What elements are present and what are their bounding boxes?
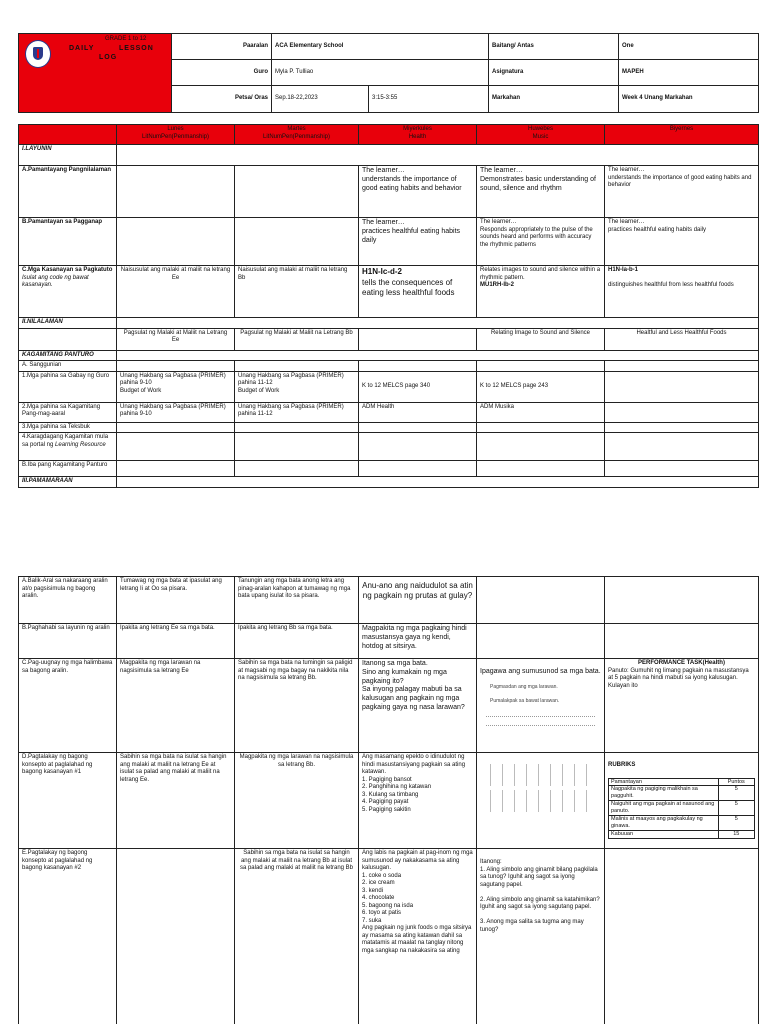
header-table [18, 33, 759, 113]
cell: Anu-ano ang naidudulot sa atin ng pagkain ng prutas at gulay? [359, 577, 477, 624]
cell: Healtful and Less Healthful Foods [605, 328, 759, 350]
cell: H1N-Ia-b-1 distinguishes healthful from less healthful foods [605, 266, 759, 318]
row-label: D.Pagtalakay ng bagong konsepto at paglalahad ng bagong kasanayan #1 [19, 753, 117, 849]
cell: Ipakita ang letrang Bb sa mga bata. [235, 624, 359, 659]
cell: Sabihin sa mga bata na isulat sa hangin ang malaki at maliit na letrang Bb at isulat sa palad ang malaki at maliit na letrang Bb [235, 849, 359, 1024]
day-wednesday: Miyerkules Health [359, 125, 477, 145]
cell: Ipagawa ang sumusunod sa mga bata. Pagmasdan ang mga larawan. Pumalakpak sa bawat larawan. [477, 659, 605, 753]
cell: H1N-Ic-d-2 tells the consequences of eating less healthful foods [359, 266, 477, 318]
nilalaman-row [19, 328, 759, 350]
objectives-table [18, 124, 759, 488]
rubric-criterion: Naiguhit ang mga pagkain at nasunod ang panuto. [609, 801, 719, 816]
cell: Sabihin sa mga bata na tumingin sa paligid at magsabi ng mga bagay na nakikita nila na nagsisimula sa letrang Bb. [235, 659, 359, 753]
baitang-value: One [619, 34, 759, 60]
cell [117, 218, 235, 266]
cell [477, 577, 605, 624]
rubric-points: 5 [718, 801, 755, 816]
school-seal-icon [25, 40, 51, 68]
row-label: B.Paghahabi sa layunin ng aralin [19, 624, 117, 659]
performance-task-title: PERFORMANCE TASK(Health) [638, 660, 725, 666]
row-a2 [19, 577, 759, 624]
row-a [19, 166, 759, 218]
grade-label: GRADE 1 to 12 [105, 36, 147, 42]
row-b-label: B.Pamantayan sa Pagganap [19, 218, 117, 266]
markahan-value: Week 4 Unang Markahan [619, 86, 759, 113]
day-tuesday: Martes LitNumPen(Penmanship) [235, 125, 359, 145]
layunin-heading: I.LAYUNIN [19, 145, 117, 166]
cell: The learner… practices healthful eating habits daily [605, 218, 759, 266]
cell: Magpakita ng mga larawan na nagsisimula sa letrang Bb. [235, 753, 359, 849]
row-label: 2.Mga pahina sa Kagamitang Pang-mag-aaral [19, 402, 117, 422]
cell [359, 328, 477, 350]
cell: Pagsulat ng Malaki at Maliit na Letrang Ee [117, 328, 235, 350]
row-r2 [19, 402, 759, 422]
cell [605, 849, 759, 1024]
cell: The learner… understands the importance of good eating habits and behavior [605, 166, 759, 218]
cell: The learner… Demonstrates basic understanding of sound, silence and rhythm [477, 166, 605, 218]
day-monday: Lunes LitNumPen(Penmanship) [117, 125, 235, 145]
cell: Tumawag ng mga bata at ipasulat ang letrang Ii at Oo sa pisara. [117, 577, 235, 624]
cell: Naisusulat ang malaki at maliit na letrang Bb [235, 266, 359, 318]
rubrik-title: RUBRIKS [608, 761, 636, 768]
row-label: C.Pag-uugnay ng mga halimbawa sa bagong aralin. [19, 659, 117, 753]
rubric-table [608, 778, 755, 839]
cell: ADM Musika [477, 402, 605, 422]
row-d2 [19, 753, 759, 849]
guro-value: Myla P. Tulliao [272, 60, 489, 86]
row-label: B.Iba pang Kagamitang Panturo [19, 461, 117, 477]
cell: Relating Image to Sound and Silence [477, 328, 605, 350]
cell: ADM Health [359, 402, 477, 422]
row-label: 3.Mga pahina sa Teksbuk [19, 422, 117, 433]
row-c-label: C.Mga Kasanayan sa Pagkatuto Isulat ang code ng bawat kasanayan. [19, 266, 117, 318]
row-c [19, 266, 759, 318]
cell: Ipakita ang letrang Ee sa mga bata. [117, 624, 235, 659]
rubric-points: 5 [718, 786, 755, 801]
cell: Itanong: 1. Aling simbolo ang ginamit bilang pagkilala sa tunog? Iguhit ang sagot sa iyong sagutang papel. 2. Aling simbolo ang ginamit sa katahimikan? Iguhit ang sagot sa iyong sagutang papel. 3. Anong mga salita sa tugma ang may tunog? [477, 849, 605, 1024]
rubric-head: Puntos [718, 778, 755, 786]
row-r1 [19, 371, 759, 402]
row-label: 1.Mga pahina sa Gabay ng Guro [19, 371, 117, 402]
petsa-label: Petsa/ Oras [172, 86, 272, 113]
dll-title: DAILY LESSON LOG [69, 45, 154, 61]
rhythm-pattern-image [484, 790, 597, 812]
rhythm-pattern-image [484, 764, 597, 786]
music-note-1: Pagmasdan ang mga larawan. [490, 684, 558, 691]
asignatura-value: MAPEH [619, 60, 759, 86]
rubric-points: 15 [718, 830, 755, 838]
row-a-label: A.Pamantayang Pangnilalaman [19, 166, 117, 218]
day-thursday: Huwebes Music [477, 125, 605, 145]
row-b [19, 218, 759, 266]
row-c2 [19, 659, 759, 753]
cell: Tanungin ang mga bata anong letra ang pinag-aralan kahapon at tumawag ng mga bata upang isulat ito sa pisara. [235, 577, 359, 624]
cell [235, 166, 359, 218]
baitang-label: Baitang/ Antas [489, 34, 619, 60]
rubric-head: Pamantayan [609, 778, 719, 786]
cell [605, 577, 759, 624]
cell: Ang labis na pagkain at pag-inom ng mga sumusunod ay nakakasama sa ating kalusugan. 1. coke o soda 2. ice cream 3. kendi 4. chocolate 5. bagoong na isda 6. toyo at patis 7. suka Ang pagkain ng junk foods o mga sitsirya ay masama sa ating katawan dahil sa matatamis at maalat na tanglay nitong mga sangkap na nakakasira sa ating [359, 849, 477, 1024]
guro-label: Guro [172, 60, 272, 86]
cell [477, 624, 605, 659]
cell: Unang Hakbang sa Pagbasa (PRIMER) pahina 9-10 Budget of Work [117, 371, 235, 402]
cell: Unang Hakbang sa Pagbasa (PRIMER) pahina 11-12 Budget of Work [235, 371, 359, 402]
row-label: 4.Karagdagang Kagamitan mula sa portal ng Learning Resource [19, 433, 117, 461]
cell [605, 402, 759, 422]
cell [605, 753, 759, 849]
cell [235, 218, 359, 266]
cell [477, 753, 605, 849]
cell: Ang masamang epekto o idinudulot ng hindi masustansiyang pagkain sa ating katawan. 1. Pagiging bansot 2. Panghihina ng katawan 3. Kulang sa timbang 4. Pagiging payat 5. Pagiging sakitin [359, 753, 477, 849]
markahan-label: Markahan [489, 86, 619, 113]
cell: Pagsulat ng Malaki at Maliit na Letrang Bb [235, 328, 359, 350]
oras-value: 3:15-3:55 [369, 86, 489, 113]
cell: The learner… Responds appropriately to the pulse of the sounds heard and performs with accuracy the rhythmic patterns [477, 218, 605, 266]
day-friday: Biyernes [605, 125, 759, 145]
sanggunian-label: A. Sanggunian [19, 361, 117, 372]
music-note-2: Pumalakpak sa bawat larawan. [490, 698, 560, 704]
cell: Naisusulat ang malaki at maliit na letrang Ee [117, 266, 235, 318]
paaralan-label: Paaralan [172, 34, 272, 60]
nilalaman-heading: II.NILALAMAN [19, 318, 117, 329]
cell: Unang Hakbang sa Pagbasa (PRIMER) pahina 11-12 [235, 402, 359, 422]
cell: Itanong sa mga bata. Sino ang kumakain ng mga pagkaing ito? Sa inyong palagay mabuti ba sa kalusugan ang pagkain ng mga pagkaing gaya ng nasa larawan? [359, 659, 477, 753]
cell: Sabihin sa mga bata na isulat sa hangin ang malaki at maliit na letrang Ee at isulat sa palad ang malaki at maliit na letrang Ee. [117, 753, 235, 849]
row-label: E.Pagtalakay ng bagong konsepto at paglalahad ng bagong kasanayan #2 [19, 849, 117, 1024]
cell: The learner… understands the importance of good eating habits and behavior [359, 166, 477, 218]
dll-logo-cell [19, 34, 172, 113]
rhythm-image [486, 716, 595, 726]
cell [605, 659, 759, 753]
rubric-criterion: Kabuuan [609, 830, 719, 838]
cell [605, 624, 759, 659]
kagamitan-heading: KAGAMITANG PANTURO [19, 350, 117, 361]
procedure-table [18, 576, 759, 1024]
days-header-row [19, 125, 759, 145]
cell: K to 12 MELCS page 340 [359, 371, 477, 402]
row-label: A.Balik-Aral sa nakaraang aralin at/o pagsisimula ng bagong aralin. [19, 577, 117, 624]
pamamaraan-heading: III.PAMAMARAAN [19, 477, 117, 488]
cell: Unang Hakbang sa Pagbasa (PRIMER) pahina 9-10 [117, 402, 235, 422]
rubric-criterion: Nagpakita ng pagiging malikhain sa pagguhit. [609, 786, 719, 801]
cell: Magpakita ng mga larawan na nagsisimula sa letrang Ee [117, 659, 235, 753]
cell [605, 371, 759, 402]
row-e2 [19, 849, 759, 1024]
performance-task-text: Panuto: Gumuhit ng limang pagkain na masustansya at 5 pagkain na hindi mabuti sa iyong kalusugan. Kulayan ito [608, 667, 749, 689]
petsa-value: Sep.18-22,2023 [272, 86, 369, 113]
row-b2 [19, 624, 759, 659]
asignatura-label: Asignatura [489, 60, 619, 86]
rubric-criterion: Malinis at maayos ang pagkakulay ng ginawa. [609, 815, 719, 830]
cell: The learner… practices healthful eating habits daily [359, 218, 477, 266]
cell [117, 166, 235, 218]
cell: Relates images to sound and silence within a rhythmic pattern. MU1RH-Ib-2 [477, 266, 605, 318]
paaralan-value: ACA Elementary School [272, 34, 489, 60]
cell: K to 12 MELCS page 243 [477, 371, 605, 402]
rubric-points: 5 [718, 815, 755, 830]
cell: Magpakita ng mga pagkaing hindi masustansya gaya ng kendi, hotdog at sitsirya. [359, 624, 477, 659]
cell [117, 849, 235, 1024]
